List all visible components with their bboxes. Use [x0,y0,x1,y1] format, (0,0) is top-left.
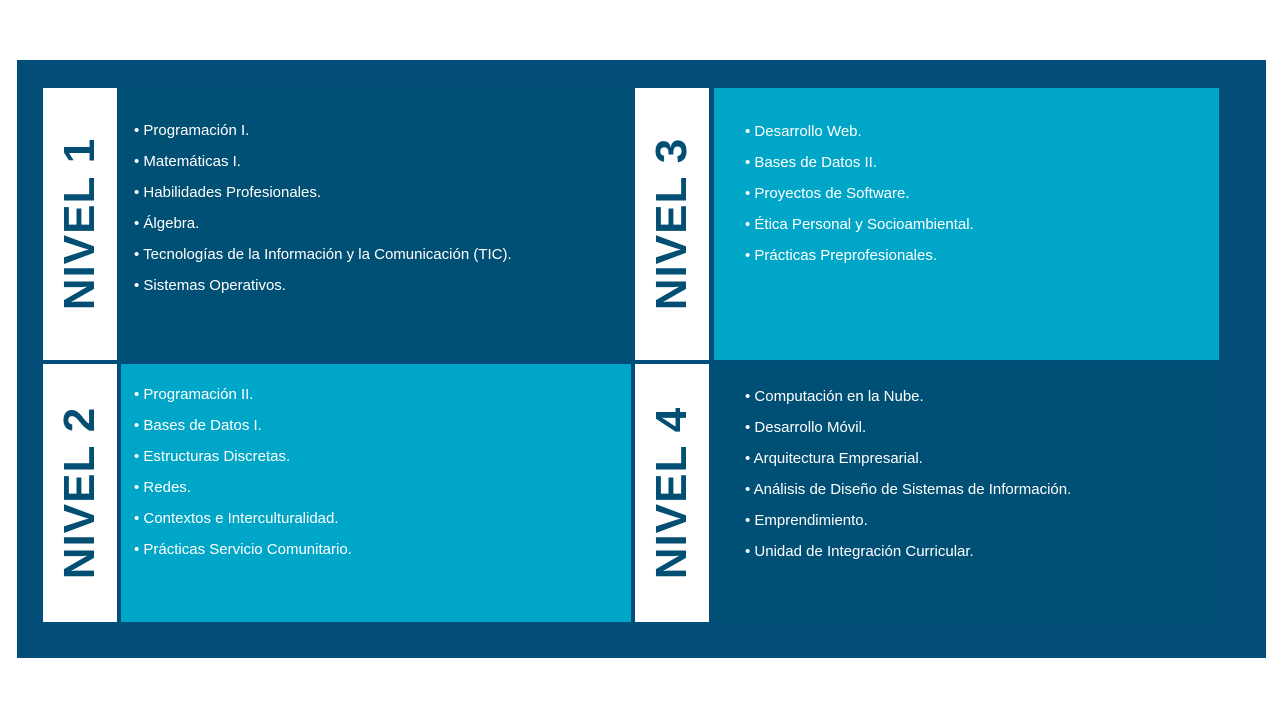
level-3-label-box [635,88,709,360]
level-2-label-box [43,364,117,622]
course-item: • Proyectos de Software. [745,178,974,209]
level-1-course-list [134,115,512,301]
course-item: • Estructuras Discretas. [134,441,352,472]
course-item: • Tecnologías de la Información y la Comunicación (TIC). [134,239,512,270]
course-item: • Computación en la Nube. [745,381,1071,412]
level-1-label-box [43,88,117,360]
course-item: • Arquitectura Empresarial. [745,443,1071,474]
course-item: • Habilidades Profesionales. [134,177,512,208]
course-item: • Redes. [134,472,352,503]
level-2-label: NIVEL 2 [55,406,105,580]
course-item: • Prácticas Servicio Comunitario. [134,534,352,565]
level-4-label: NIVEL 4 [647,406,697,580]
course-item: • Bases de Datos I. [134,410,352,441]
level-3-label: NIVEL 3 [647,137,697,311]
level-1-label: NIVEL 1 [55,137,105,311]
level-4-course-list [745,381,1071,567]
course-item: • Programación I. [134,115,512,146]
course-item: • Contextos e Interculturalidad. [134,503,352,534]
level-2-course-list [134,379,352,565]
level-4-label-box [635,364,709,622]
course-item: • Matemáticas I. [134,146,512,177]
course-item: • Sistemas Operativos. [134,270,512,301]
level-3-panel [714,88,1219,360]
course-item: • Análisis de Diseño de Sistemas de Información. [745,474,1071,505]
level-1-panel [117,88,631,360]
course-item: • Álgebra. [134,208,512,239]
level-2-panel [121,364,631,622]
course-item: • Ética Personal y Socioambiental. [745,209,974,240]
course-item: • Prácticas Preprofesionales. [745,240,974,271]
level-3-course-list [745,116,974,271]
course-item: • Programación II. [134,379,352,410]
course-item: • Desarrollo Móvil. [745,412,1071,443]
course-item: • Unidad de Integración Curricular. [745,536,1071,567]
course-item: • Desarrollo Web. [745,116,974,147]
level-4-panel [714,364,1219,622]
course-item: • Emprendimiento. [745,505,1071,536]
course-item: • Bases de Datos II. [745,147,974,178]
